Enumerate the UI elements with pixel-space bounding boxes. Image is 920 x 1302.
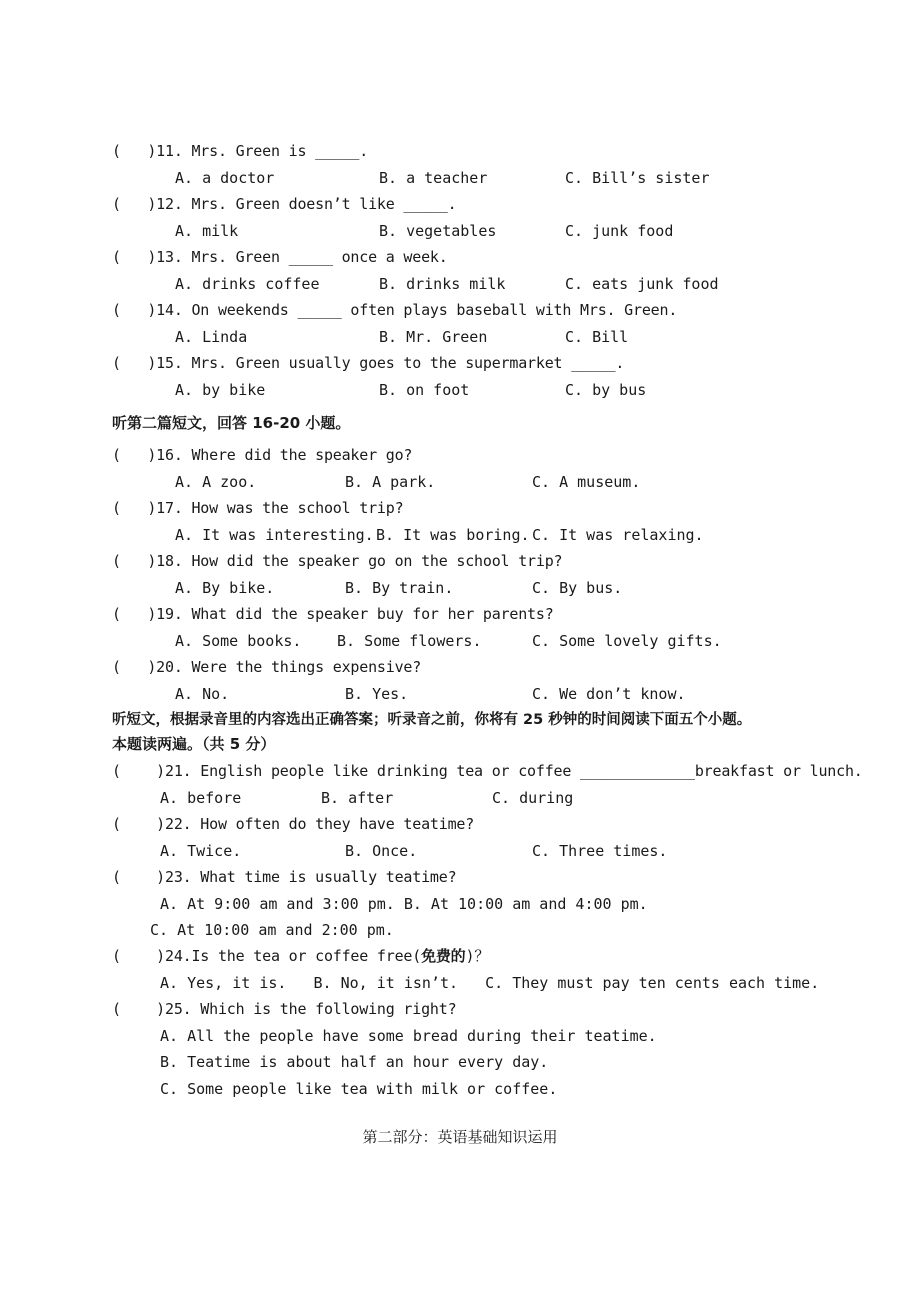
q14-option-a: A. Linda (175, 328, 248, 346)
q20-option-b: B. Yes. (345, 685, 409, 703)
q25-stem: ( )25. Which is the following right? (112, 1000, 457, 1018)
q17-option-b: B. It was boring. (376, 526, 530, 544)
q13-option-c: C. eats junk food (565, 275, 719, 293)
q24-stem-post: )？ (465, 947, 490, 965)
q21-option-c: C. during (492, 789, 574, 807)
q19-option-c: C. Some lovely gifts. (532, 632, 722, 650)
part-two-title: 第二部分：英语基础知识运用 (362, 1128, 558, 1146)
q22-option-a: A. Twice. (160, 842, 242, 860)
q15-option-a: A. by bike (175, 381, 266, 399)
q18-option-b: B. By train. (345, 579, 454, 597)
q24-options: A. Yes, it is. B. No, it isn’t. C. They must pay ten cents each time. (160, 974, 820, 992)
q24-stem (112, 946, 489, 966)
q16-option-b: B. A park. (345, 473, 436, 491)
q23-options-line1: A. At 9:00 am and 3:00 pm. B. At 10:00 am and 4:00 pm. (160, 895, 648, 913)
q11-option-b: B. a teacher (379, 169, 488, 187)
section-heading-21-25-line2: 本题读两遍。（共 5 分） (112, 735, 276, 753)
q11-option-c: C. Bill’s sister (565, 169, 710, 187)
q14-option-b: B. Mr. Green (379, 328, 488, 346)
q18-stem: ( )18. How did the speaker go on the school trip? (112, 552, 563, 570)
q21-stem: ( )21. English people like drinking tea or coffee _____________breakfast or lunch. (112, 762, 863, 780)
q15-option-b: B. on foot (379, 381, 470, 399)
q15-stem: ( )15. Mrs. Green usually goes to the supermarket _____. (112, 354, 625, 372)
q12-option-a: A. milk (175, 222, 239, 240)
q21-option-b: B. after (321, 789, 394, 807)
q24-stem-bold: 免费的 (421, 947, 466, 965)
q11-stem: ( )11. Mrs. Green is _____. (112, 142, 369, 160)
q24-stem-pre: ( )24.Is the tea or coffee free( (112, 947, 422, 965)
q22-option-c: C. Three times. (532, 842, 668, 860)
q17-option-a: A. It was interesting. (175, 526, 374, 544)
q16-option-a: A. A zoo. (175, 473, 257, 491)
q18-option-c: C. By bus. (532, 579, 623, 597)
q21-option-a: A. before (160, 789, 242, 807)
section-heading-21-25-line1: 听短文，根据录音里的内容选出正确答案；听录音之前，你将有 25 秒钟的时间阅读下面五个小题。 (112, 712, 752, 728)
q25-option-b: B. Teatime is about half an hour every day. (160, 1053, 549, 1071)
section-heading-16-20: 听第二篇短文，回答 16-20 小题。 (112, 414, 351, 432)
q12-option-c: C. junk food (565, 222, 674, 240)
q20-option-c: C. We don’t know. (532, 685, 686, 703)
q19-option-b: B. Some flowers. (337, 632, 482, 650)
q11-option-a: A. a doctor (175, 169, 275, 187)
q19-stem: ( )19. What did the speaker buy for her parents? (112, 605, 554, 623)
q15-option-c: C. by bus (565, 381, 647, 399)
q23-stem: ( )23. What time is usually teatime? (112, 868, 457, 886)
q20-option-a: A. No. (175, 685, 230, 703)
q13-option-a: A. drinks coffee (175, 275, 320, 293)
q14-option-c: C. Bill (565, 328, 629, 346)
q12-option-b: B. vegetables (379, 222, 497, 240)
q13-stem: ( )13. Mrs. Green _____ once a week. (112, 248, 448, 266)
q25-option-c: C. Some people like tea with milk or coffee. (160, 1080, 558, 1098)
q14-stem: ( )14. On weekends _____ often plays baseball with Mrs. Green. (112, 301, 678, 319)
q16-stem: ( )16. Where did the speaker go? (112, 446, 413, 464)
q16-option-c: C. A museum. (532, 473, 641, 491)
q17-option-c: C. It was relaxing. (532, 526, 704, 544)
q12-stem: ( )12. Mrs. Green doesn’t like _____. (112, 195, 457, 213)
q20-stem: ( )20. Were the things expensive? (112, 658, 422, 676)
q25-option-a: A. All the people have some bread during their teatime. (160, 1027, 657, 1045)
q23-options-line2: C. At 10:00 am and 2:00 pm. (150, 921, 394, 939)
q13-option-b: B. drinks milk (379, 275, 506, 293)
q22-option-b: B. Once. (345, 842, 418, 860)
q22-stem: ( )22. How often do they have teatime? (112, 815, 475, 833)
q17-stem: ( )17. How was the school trip? (112, 499, 404, 517)
q18-option-a: A. By bike. (175, 579, 275, 597)
q19-option-a: A. Some books. (175, 632, 302, 650)
